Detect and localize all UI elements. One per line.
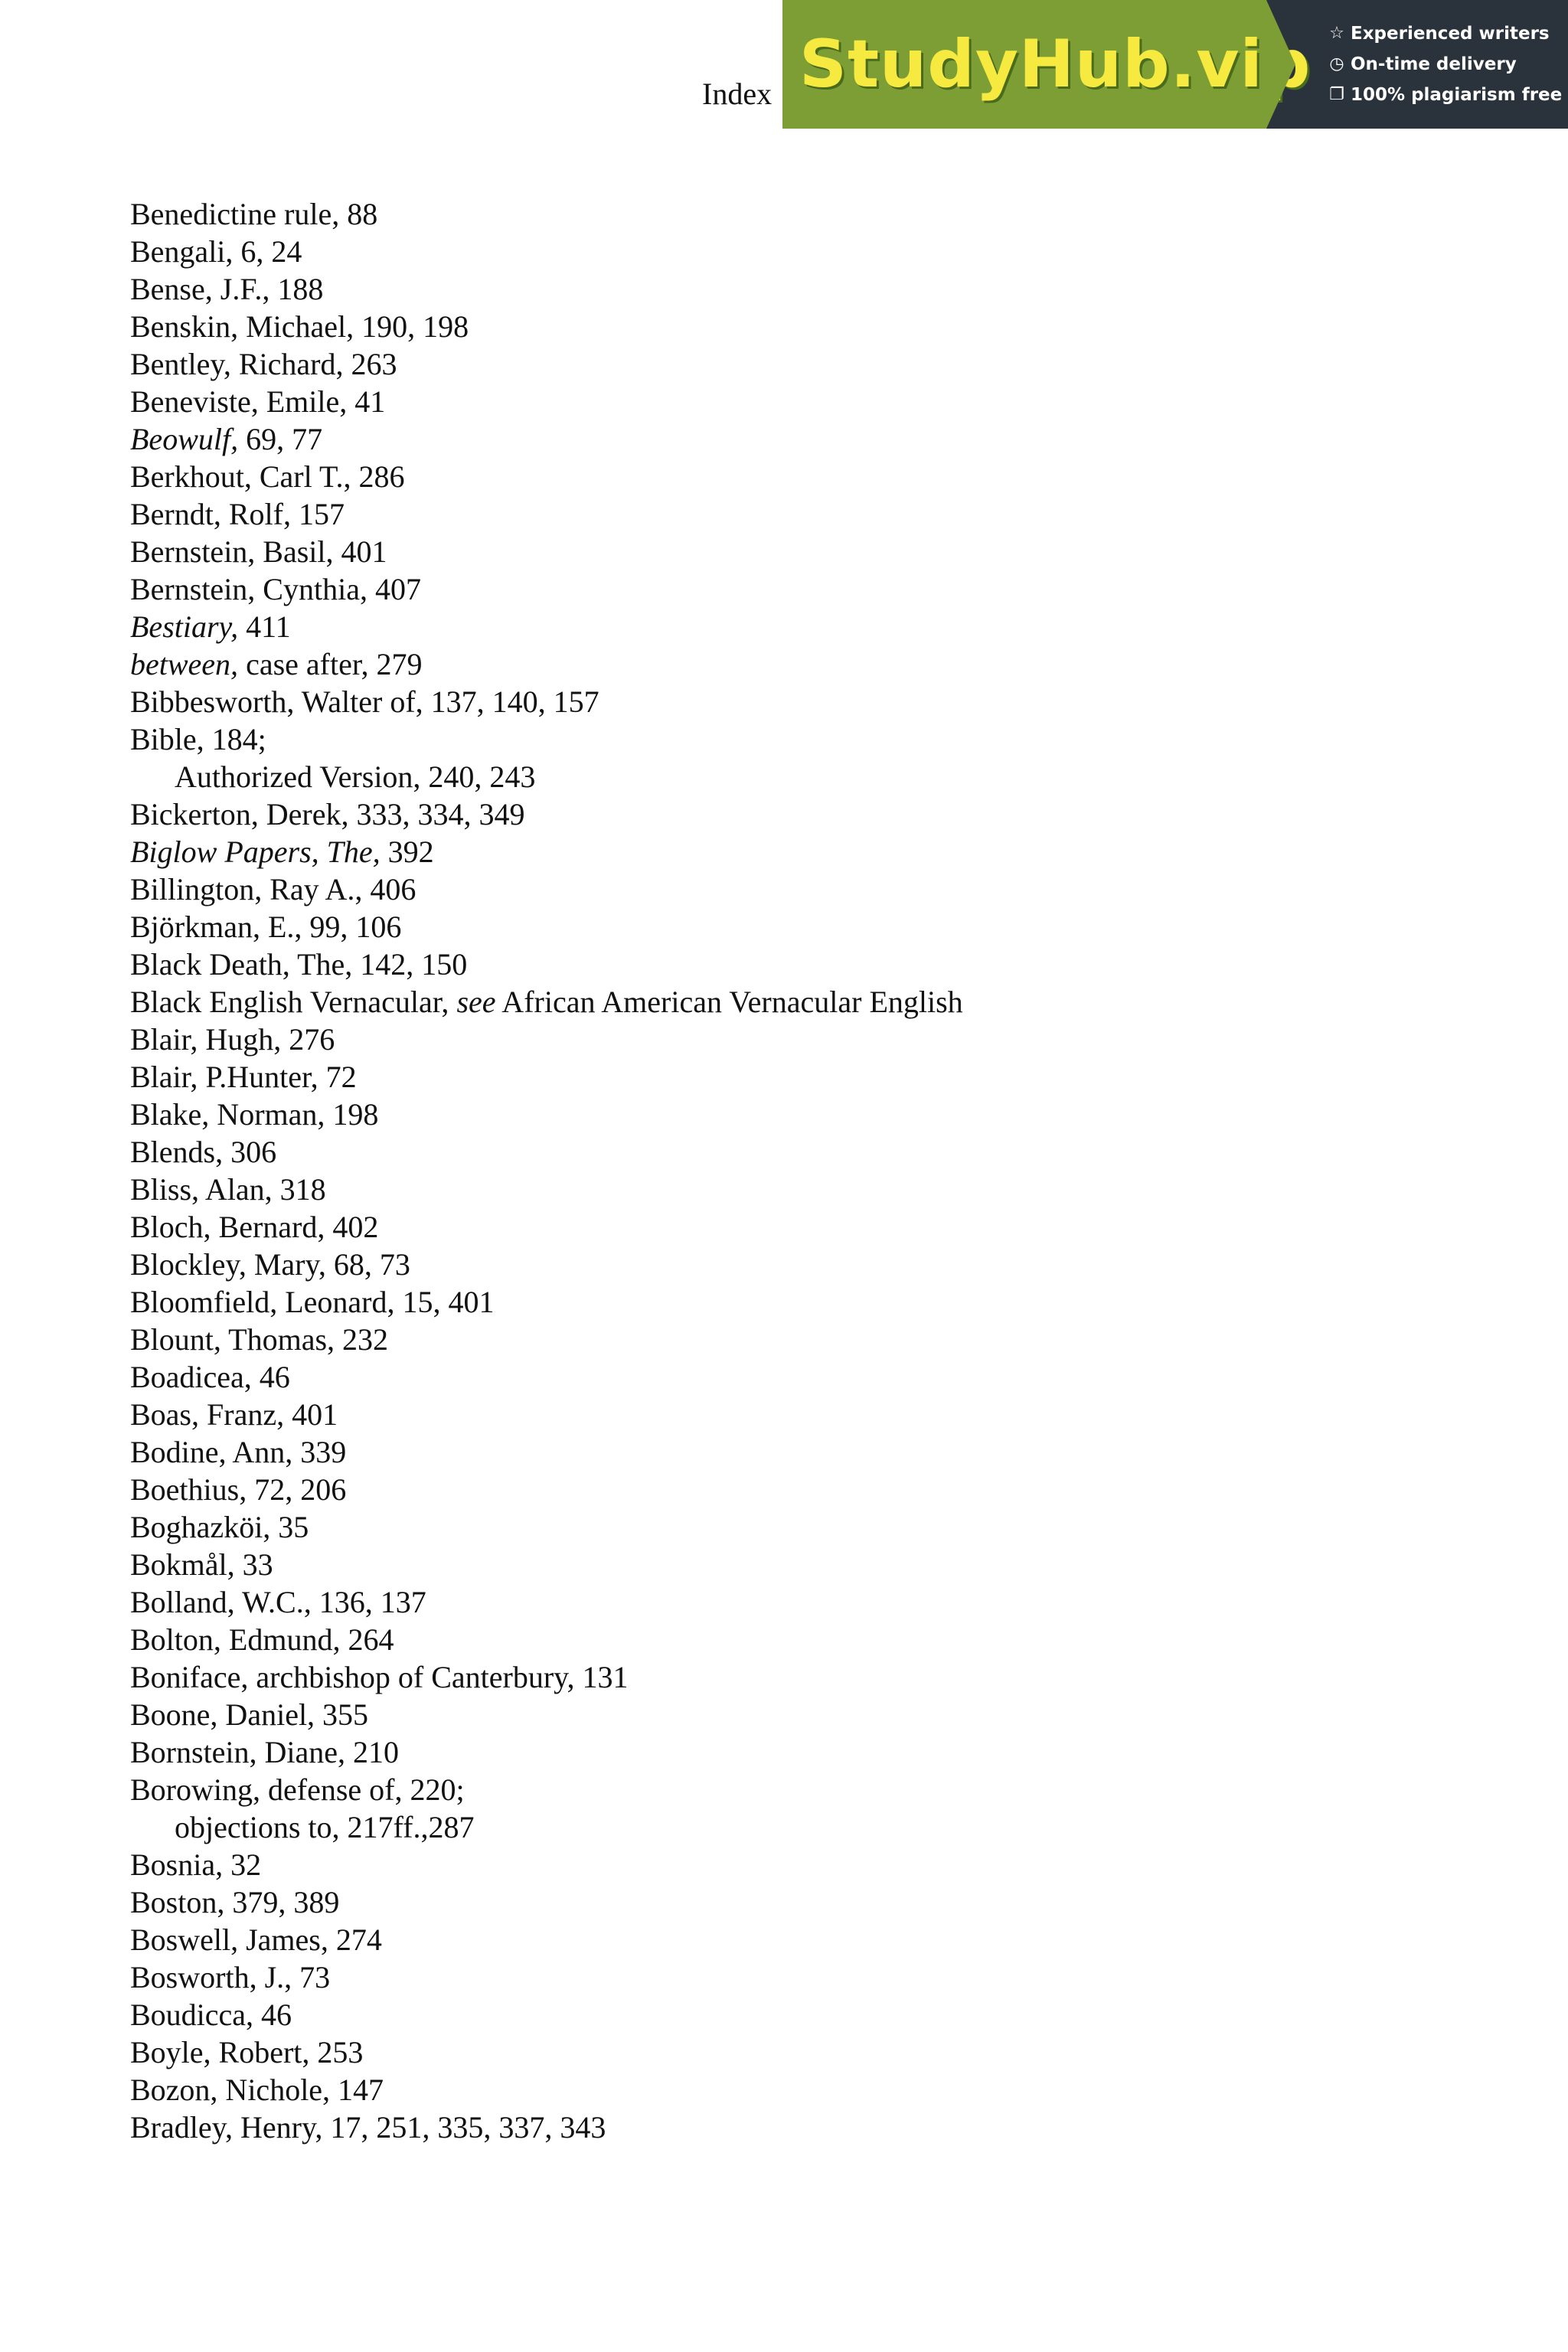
entry-italic-text: Biglow Papers, The, [130, 835, 381, 869]
index-list [130, 195, 963, 2146]
entry-text: Bentley, Richard, 263 [130, 347, 397, 381]
index-entry [130, 1958, 963, 1996]
index-entry [130, 1508, 963, 1546]
clock-icon: ◷ [1329, 54, 1344, 74]
entry-text: Bosnia, 32 [130, 1847, 262, 1882]
entry-text: Blount, Thomas, 232 [130, 1322, 389, 1357]
feature-item [1328, 83, 1568, 107]
entry-text: Authorized Version, 240, 243 [175, 760, 536, 794]
entry-text: Boas, Franz, 401 [130, 1397, 338, 1432]
entry-text: Bernstein, Basil, 401 [130, 534, 387, 569]
star-outline-icon: ☆ [1329, 24, 1344, 43]
index-entry [130, 458, 963, 495]
entry-text: Björkman, E., 99, 106 [130, 910, 402, 944]
index-entry [130, 2034, 963, 2071]
entry-text: case after, 279 [238, 647, 423, 681]
index-entry [130, 1921, 963, 1958]
index-entry [130, 533, 963, 570]
entry-text: Boston, 379, 389 [130, 1885, 340, 1919]
index-entry [130, 1846, 963, 1883]
entry-text: Black English Vernacular, [130, 985, 457, 1019]
entry-text: Bolton, Edmund, 264 [130, 1622, 394, 1657]
entry-text: Blair, Hugh, 276 [130, 1022, 335, 1057]
index-entry [130, 645, 963, 683]
index-entry [130, 420, 963, 458]
index-entry [130, 1658, 963, 1696]
feature-label: 100% plagiarism free [1351, 85, 1563, 105]
entry-text: Boone, Daniel, 355 [130, 1697, 369, 1732]
index-entry [130, 1321, 963, 1358]
index-subentry [130, 1808, 963, 1846]
index-entry [130, 1733, 963, 1771]
entry-text: Billington, Ray A., 406 [130, 872, 416, 906]
entry-italic-text: Beowulf, [130, 422, 239, 456]
entry-text: Bibbesworth, Walter of, 137, 140, 157 [130, 684, 599, 719]
brand-logo[interactable] [782, 0, 1312, 129]
index-entry [130, 1471, 963, 1508]
index-entry [130, 720, 963, 758]
entry-text: Bozon, Nichole, 147 [130, 2073, 384, 2107]
entry-text: Blockley, Mary, 68, 73 [130, 1247, 410, 1282]
index-entry [130, 1696, 963, 1733]
entry-text: Benedictine rule, 88 [130, 197, 378, 231]
entry-text: Bosworth, J., 73 [130, 1960, 331, 1994]
index-entry [130, 1171, 963, 1208]
entry-text: 411 [238, 609, 291, 644]
feature-label: Experienced writers [1351, 24, 1550, 44]
entry-text: 392 [380, 835, 434, 869]
index-entry [130, 195, 963, 233]
index-entry [130, 1358, 963, 1396]
index-entry [130, 795, 963, 833]
index-entry [130, 1771, 963, 1808]
index-entry [130, 1283, 963, 1321]
entry-text: Boethius, 72, 206 [130, 1472, 347, 1507]
entry-text: Beneviste, Emile, 41 [130, 384, 386, 419]
index-entry [130, 2109, 963, 2146]
index-entry [130, 833, 963, 871]
index-entry [130, 270, 963, 308]
entry-text: Berndt, Rolf, 157 [130, 497, 345, 531]
feature-item [1328, 52, 1568, 77]
entry-text: Berkhout, Carl T., 286 [130, 459, 405, 494]
entry-text: Bornstein, Diane, 210 [130, 1735, 400, 1769]
index-entry [130, 1996, 963, 2034]
entry-text: Blair, P.Hunter, 72 [130, 1060, 357, 1094]
index-subentry [130, 758, 963, 795]
index-entry [130, 1396, 963, 1433]
entry-text: 69, 77 [238, 422, 323, 456]
index-entry [130, 308, 963, 345]
entry-text: Bense, J.F., 188 [130, 272, 324, 306]
index-entry [130, 345, 963, 383]
index-entry [130, 1058, 963, 1096]
index-entry [130, 1621, 963, 1658]
feature-item [1328, 21, 1568, 46]
index-entry [130, 608, 963, 645]
entry-text: Benskin, Michael, 190, 198 [130, 309, 469, 344]
entry-text: Bradley, Henry, 17, 251, 335, 337, 343 [130, 2110, 606, 2145]
entry-text: Bodine, Ann, 339 [130, 1435, 347, 1469]
entry-text: Bloch, Bernard, 402 [130, 1210, 379, 1244]
index-entry [130, 1883, 963, 1921]
entry-text: Boghazköi, 35 [130, 1510, 309, 1544]
entry-text: Boadicea, 46 [130, 1360, 290, 1394]
index-entry [130, 1208, 963, 1246]
index-entry [130, 1583, 963, 1621]
entry-text: Boudicca, 46 [130, 1998, 292, 2032]
index-entry [130, 683, 963, 720]
entry-text: Bloomfield, Leonard, 15, 401 [130, 1285, 495, 1319]
index-entry [130, 1021, 963, 1058]
index-entry [130, 570, 963, 608]
entry-text: Black Death, The, 142, 150 [130, 947, 468, 982]
index-entry [130, 1433, 963, 1471]
entry-text: objections to, 217ff.,287 [175, 1810, 475, 1844]
entry-italic-text: between, [130, 647, 239, 681]
banner-features [1266, 0, 1568, 129]
index-entry [130, 946, 963, 983]
index-entry [130, 495, 963, 533]
index-entry [130, 2071, 963, 2109]
entry-italic-text: Bestiary, [130, 609, 239, 644]
entry-text: Bengali, 6, 24 [130, 234, 302, 269]
index-entry [130, 871, 963, 908]
page-title: Index [702, 77, 773, 111]
index-entry [130, 1546, 963, 1583]
entry-text: Bokmål, 33 [130, 1547, 273, 1582]
entry-text: Blake, Norman, 198 [130, 1097, 379, 1132]
entry-text: Bible, 184; [130, 722, 266, 756]
entry-text: Boniface, archbishop of Canterbury, 131 [130, 1660, 629, 1694]
index-entry [130, 983, 963, 1021]
index-entry [130, 383, 963, 420]
ad-banner[interactable] [782, 0, 1568, 129]
index-entry [130, 1133, 963, 1171]
entry-text: Bernstein, Cynthia, 407 [130, 572, 421, 606]
index-entry [130, 1096, 963, 1133]
entry-text: Boswell, James, 274 [130, 1922, 382, 1957]
entry-text: Bickerton, Derek, 333, 334, 349 [130, 797, 525, 831]
entry-text: Boyle, Robert, 253 [130, 2035, 364, 2069]
brand-logo-text: StudyHub.vip [799, 26, 1312, 103]
entry-text: Blends, 306 [130, 1135, 277, 1169]
index-entry [130, 1246, 963, 1283]
entry-text: African American Vernacular English [495, 985, 963, 1019]
entry-italic-text: see [456, 985, 496, 1019]
entry-text: Bolland, W.C., 136, 137 [130, 1585, 426, 1619]
entry-text: Bliss, Alan, 318 [130, 1172, 326, 1207]
feature-label: On-time delivery [1351, 54, 1517, 74]
index-entry [130, 908, 963, 946]
document-copy-icon: ❐ [1329, 85, 1344, 104]
index-entry [130, 233, 963, 270]
entry-text: Borowing, defense of, 220; [130, 1772, 465, 1807]
